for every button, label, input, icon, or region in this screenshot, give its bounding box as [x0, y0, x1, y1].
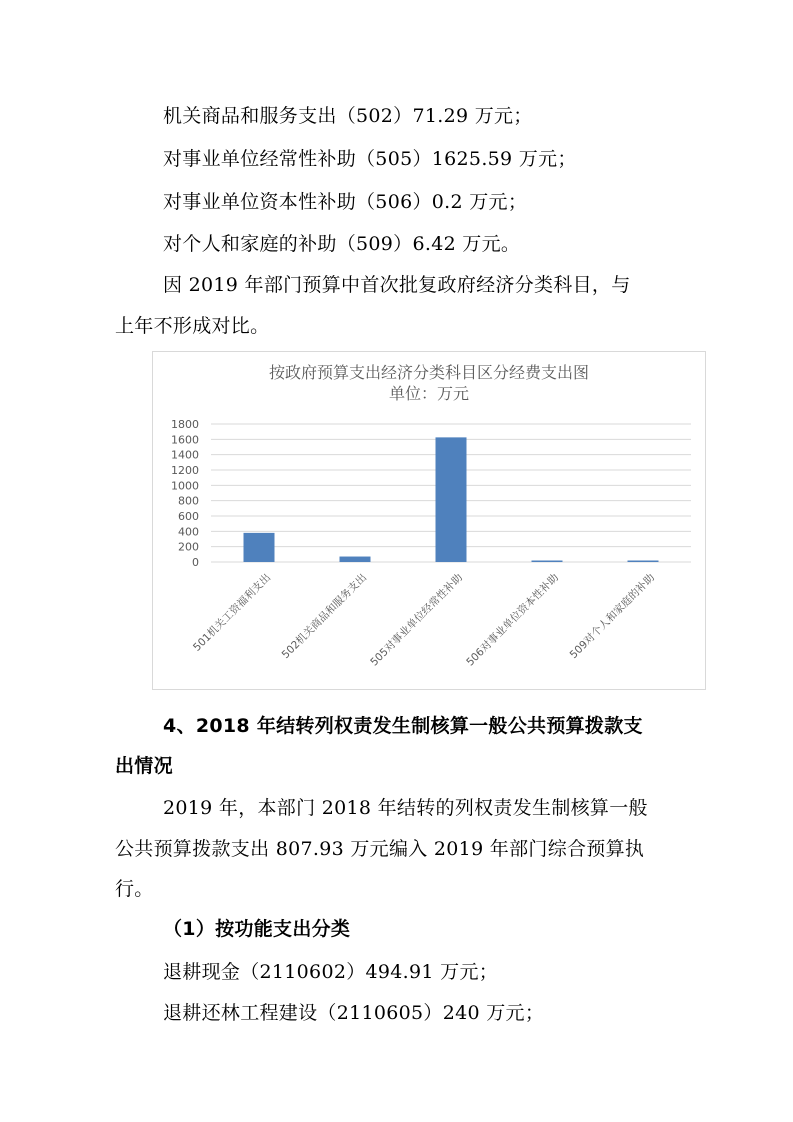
chart-y-ticks [171, 418, 199, 569]
bar [244, 533, 275, 562]
y-tick-label: 600 [178, 510, 199, 523]
y-tick-label: 400 [178, 525, 199, 539]
category-label: 505对事业单位经常性补助 [368, 571, 466, 669]
chart-category-labels [190, 571, 657, 669]
text-line: 机关商品和服务支出（502）71.29 万元； [163, 105, 533, 127]
text-line: 2019 年，本部门 2018 年结转的列权责发生制核算一般 [163, 797, 648, 819]
section-heading-line: 出情况 [115, 755, 173, 777]
bar [628, 561, 659, 563]
text-line: 公共预算拨款支出 807.93 万元编入 2019 年部门综合预算执 [115, 838, 645, 860]
category-label: 509对个人和家庭的补助 [567, 571, 658, 662]
bar [436, 437, 467, 562]
section-heading-line: 4、2018 年结转列权责发生制核算一般公共预算拨款支 [163, 715, 643, 737]
sub-heading: （1）按功能支出分类 [163, 918, 351, 940]
y-tick-label: 1800 [171, 418, 199, 431]
category-label: 502机关商品和服务支出 [279, 571, 370, 662]
y-tick-label: 0 [192, 556, 199, 569]
y-tick-label: 200 [178, 540, 199, 554]
text-line: 上年不形成对比。 [115, 315, 270, 337]
chart-title: 按政府预算支出经济分类科目区分经费支出图 [268, 363, 590, 382]
category-label: 501机关工资福利支出 [191, 571, 274, 654]
y-tick-label: 1200 [171, 464, 199, 477]
chart-canvas [153, 352, 705, 689]
y-tick-label: 1400 [171, 448, 199, 462]
y-tick-label: 800 [178, 494, 199, 508]
bar [532, 561, 563, 563]
chart-subtitle: 单位：万元 [388, 384, 470, 403]
category-label: 506对事业单位资本性补助 [464, 571, 562, 669]
text-line: 退耕现金（2110602）494.91 万元； [163, 961, 499, 983]
text-line: 对事业单位经常性补助（505）1625.59 万元； [163, 148, 577, 170]
y-tick-label: 1600 [171, 433, 199, 447]
text-line: 对事业单位资本性补助（506）0.2 万元； [163, 191, 528, 213]
expenditure-bar-chart [152, 351, 706, 690]
y-tick-label: 1000 [171, 479, 199, 493]
bar [340, 557, 371, 562]
text-line: 对个人和家庭的补助（509）6.42 万元。 [163, 233, 521, 255]
text-line: 因 2019 年部门预算中首次批复政府经济分类科目，与 [163, 274, 631, 296]
text-line: 行。 [115, 878, 154, 900]
text-line: 退耕还林工程建设（2110605）240 万元； [163, 1002, 545, 1024]
chart-bars [244, 437, 659, 562]
